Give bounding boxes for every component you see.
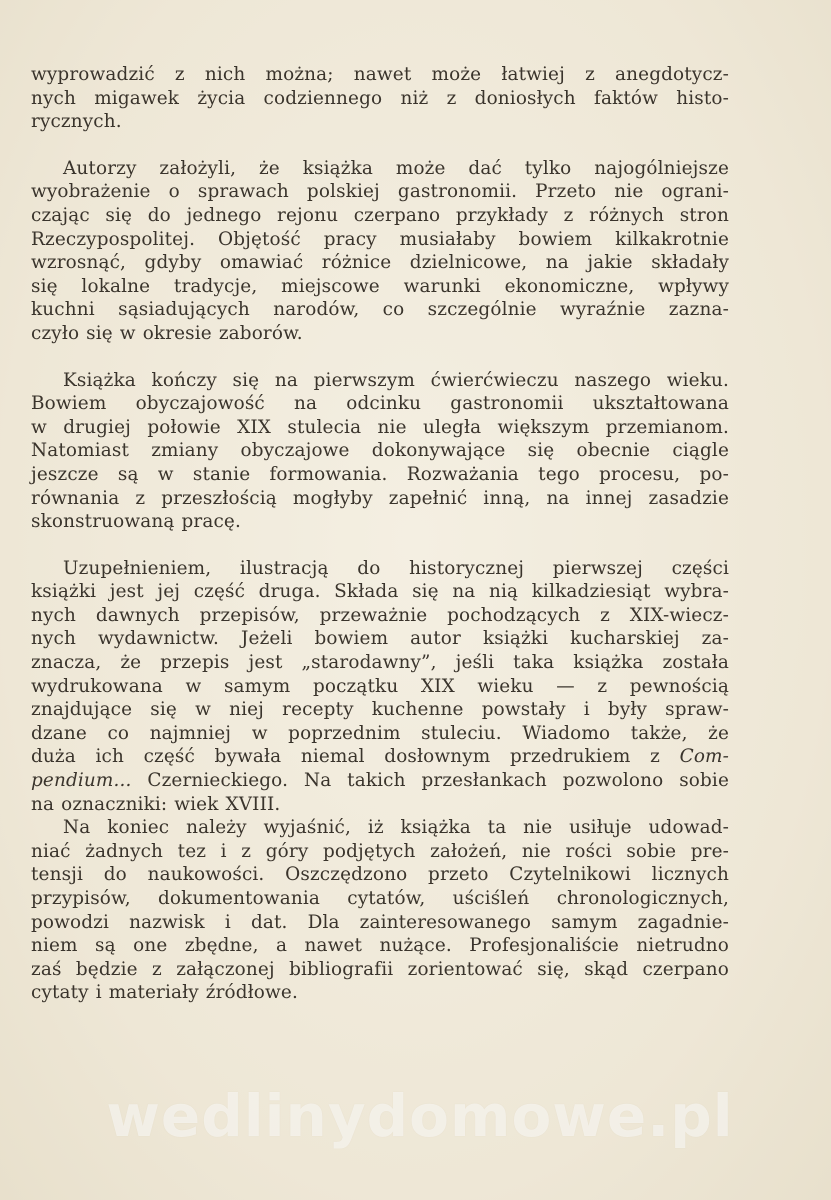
text-line: Książka kończy się na pierwszym ćwierćwieczu naszego wieku.	[63, 369, 729, 391]
text-line: rycznych.	[31, 111, 122, 133]
text-line: nych wydawnictw. Jeżeli bowiem autor książki kucharskiej za-	[31, 628, 729, 650]
text-line: Bowiem obyczajowość na odcinku gastronomii ukształtowana	[31, 393, 729, 415]
text-line: przypisów, dokumentowania cytatów, uściśleń chronologicznych,	[31, 888, 729, 909]
text-line: równania z przeszłością mogłyby zapełnić inną, na innej zasadzie	[31, 487, 729, 509]
text-line: znacza, że przepis jest „starodawny”, jeśli taka książka została	[31, 652, 729, 674]
text-line: Autorzy założyli, że książka może dać tylko najogólniejsze	[63, 157, 729, 179]
text-line: powodzi nazwisk i dat. Dla zainteresowanego samym zagadnie-	[31, 911, 729, 933]
paragraph-continuation	[31, 63, 729, 134]
text-line	[31, 769, 729, 793]
text-line: na oznaczniki: wiek XVIII.	[31, 793, 281, 815]
italic-title: pendium...	[31, 770, 132, 792]
text-line: nych dawnych przepisów, przeważnie pochodzących z XIX-wiecz-	[31, 604, 729, 626]
text-line: niem są one zbędne, a nawet nużące. Profesjonaliście nietrudno	[31, 935, 729, 957]
text-line: czyło się w okresie zaborów.	[31, 322, 303, 344]
page-text	[31, 63, 729, 1005]
text-line: tensji do naukowości. Oszczędzono przeto Czytelnikowi licznych	[31, 864, 729, 886]
text-line: wydrukowana w samym początku XIX wieku — z pewnością	[31, 675, 729, 697]
text-line: Na koniec należy wyjaśnić, iż książka ta nie usiłuje udowad-	[63, 817, 729, 839]
paragraph-authors-assumptions	[31, 157, 729, 346]
text-line	[31, 745, 729, 769]
text-line: dzane co najmniej w poprzednim stuleciu. Wiadomo także, że	[31, 722, 729, 744]
text-line: wyobrażenie o sprawach polskiej gastronomii. Przeto nie ograni-	[31, 181, 729, 203]
text-line: nych migawek życia codziennego niż z doniosłych faktów histo-	[31, 87, 729, 109]
text-line: się lokalne tradycje, miejscowe warunki ekonomiczne, wpływy	[31, 275, 729, 297]
paragraph-book-scope	[31, 369, 729, 534]
text-line: Uzupełnieniem, ilustracją do historycznej pierwszej części	[63, 557, 729, 579]
text-line: skonstruowaną pracę.	[31, 511, 241, 533]
text-line: niać żadnych tez i z góry podjętych założeń, nie rości sobie pre-	[31, 840, 729, 862]
text-line: wzrosnąć, gdyby omawiać różnice dzielnicowe, na jakie składały	[31, 252, 729, 274]
paragraph-closing	[31, 816, 729, 1005]
text-line: książki jest jej część druga. Składa się na nią kilkadziesiąt wybra-	[31, 581, 729, 603]
text-line: wyprowadzić z nich można; nawet może łatwiej z anegdotycz-	[31, 64, 729, 85]
text-line: zaś będzie z załączonej bibliografii zorientować się, skąd czerpano	[31, 958, 729, 980]
text-line: Natomiast zmiany obyczajowe dokonywające się obecnie ciągle	[31, 440, 729, 462]
text-segment: Czernieckiego. Na takich przesłankach pozwolono sobie	[131, 770, 729, 792]
text-line: jeszcze są w stanie formowania. Rozważania tego procesu, po-	[31, 463, 729, 485]
paragraph-second-part	[31, 557, 729, 817]
text-line: w drugiej połowie XIX stulecia nie uległa większym przemianom.	[31, 416, 729, 438]
text-segment: duża ich część bywała niemal dosłownym przedrukiem z	[31, 746, 680, 768]
text-line: kuchni sąsiadujących narodów, co szczególnie wyraźnie zazna-	[31, 299, 729, 321]
watermark-text: wedlinydomowe.pl	[106, 1082, 734, 1150]
text-line: cytaty i materiały źródłowe.	[31, 982, 298, 1004]
text-line: czając się do jednego rejonu czerpano przykłady z różnych stron	[31, 204, 729, 226]
text-line: Rzeczypospolitej. Objętość pracy musiałaby bowiem kilkakrotnie	[31, 228, 729, 250]
italic-title: Com-	[679, 746, 729, 768]
text-line: znajdujące się w niej recepty kuchenne powstały i były spraw-	[31, 699, 729, 721]
